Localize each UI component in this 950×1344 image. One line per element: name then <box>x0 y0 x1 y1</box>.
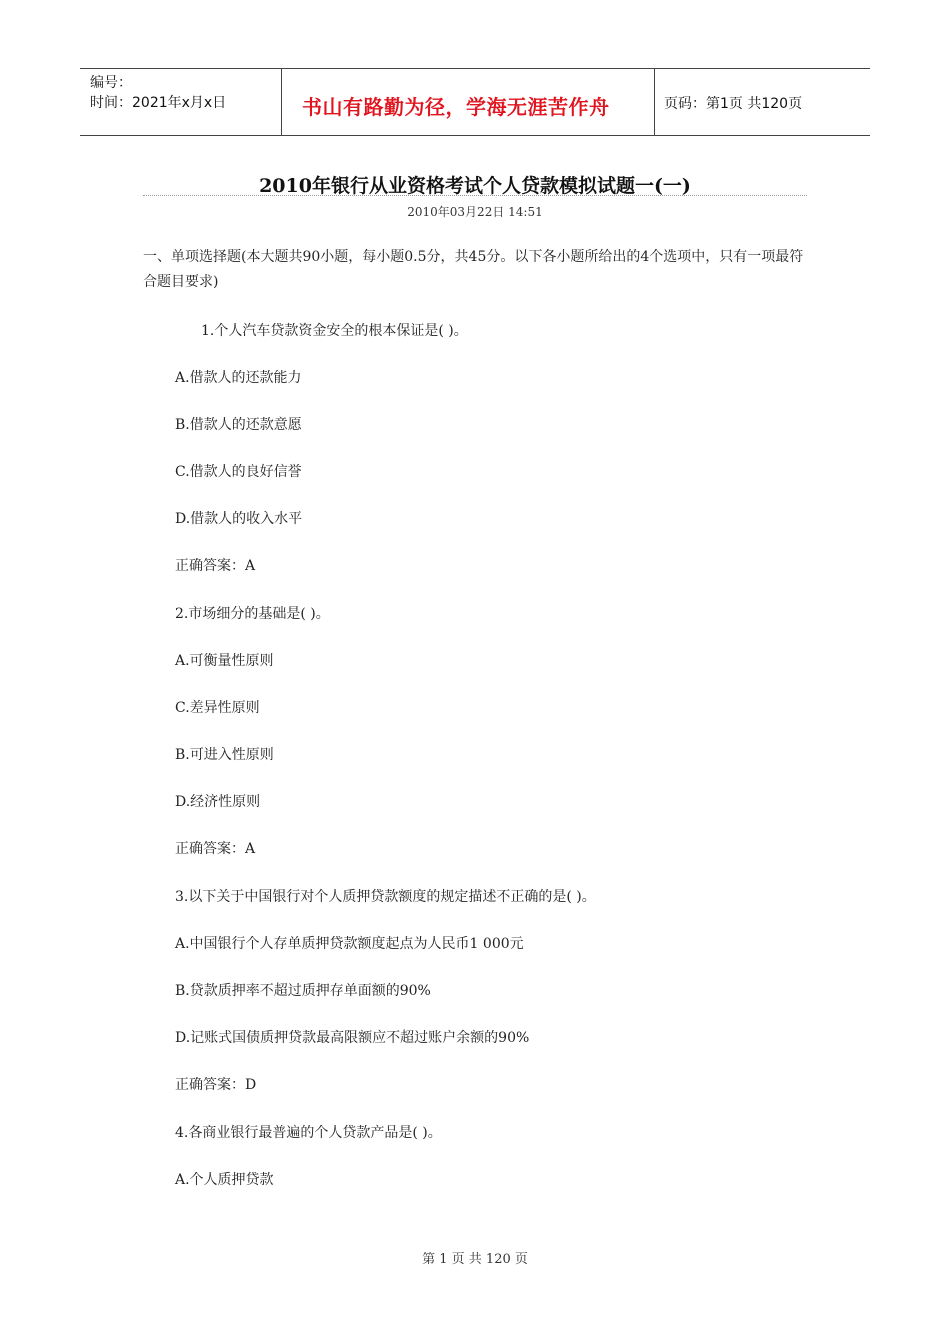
q1-option-b: B.借款人的还款意愿 <box>175 417 302 433</box>
header-left-cell <box>80 69 282 135</box>
q1-answer: 正确答案：A <box>175 558 256 574</box>
q3-option-a: A.中国银行个人存单质押贷款额度起点为人民币1 000元 <box>175 936 524 952</box>
header-time-label: 时间：2021年x月x日 <box>90 95 227 111</box>
header-motto-cell <box>282 69 655 135</box>
page-header <box>80 68 870 136</box>
title-divider <box>143 195 807 196</box>
header-number-label: 编号： <box>90 75 132 91</box>
page-footer: 第 1 页 共 120 页 <box>422 1252 528 1267</box>
document-title: 2010年银行从业资格考试个人贷款模拟试题一(一) <box>259 175 691 197</box>
question-3: 3.以下关于中国银行对个人质押贷款额度的规定描述不正确的是( )。 <box>175 889 596 905</box>
section-intro: 一、单项选择题(本大题共90小题，每小题0.5分，共45分。以下各小题所给出的4个选项中，只有一项最符合题目要求) <box>143 249 804 290</box>
q1-option-a: A.借款人的还款能力 <box>175 370 302 386</box>
question-1: 1.个人汽车贷款资金安全的根本保证是( )。 <box>201 323 468 339</box>
q3-option-d: D.记账式国债质押贷款最高限额应不超过账户余额的90% <box>175 1030 530 1046</box>
q2-option-a: A.可衡量性原则 <box>175 653 274 669</box>
q3-answer: 正确答案：D <box>175 1077 257 1093</box>
q4-option-a: A.个人质押贷款 <box>175 1172 274 1188</box>
q2-option-d: D.经济性原则 <box>175 794 261 810</box>
q3-option-b: B.贷款质押率不超过质押存单面额的90% <box>175 983 431 999</box>
question-4: 4.各商业银行最普遍的个人贷款产品是( )。 <box>175 1125 442 1141</box>
header-motto: 书山有路勤为径，学海无涯苦作舟 <box>302 95 610 119</box>
document-date: 2010年03月22日 14:51 <box>407 205 543 219</box>
question-2: 2.市场细分的基础是( )。 <box>175 606 330 622</box>
q2-option-b: B.可进入性原则 <box>175 747 274 763</box>
header-page-info: 页码：第1页 共120页 <box>664 96 803 112</box>
q1-option-d: D.借款人的收入水平 <box>175 511 303 527</box>
q2-option-c: C.差异性原则 <box>175 700 260 716</box>
q2-answer: 正确答案：A <box>175 841 256 857</box>
q1-option-c: C.借款人的良好信誉 <box>175 464 302 480</box>
